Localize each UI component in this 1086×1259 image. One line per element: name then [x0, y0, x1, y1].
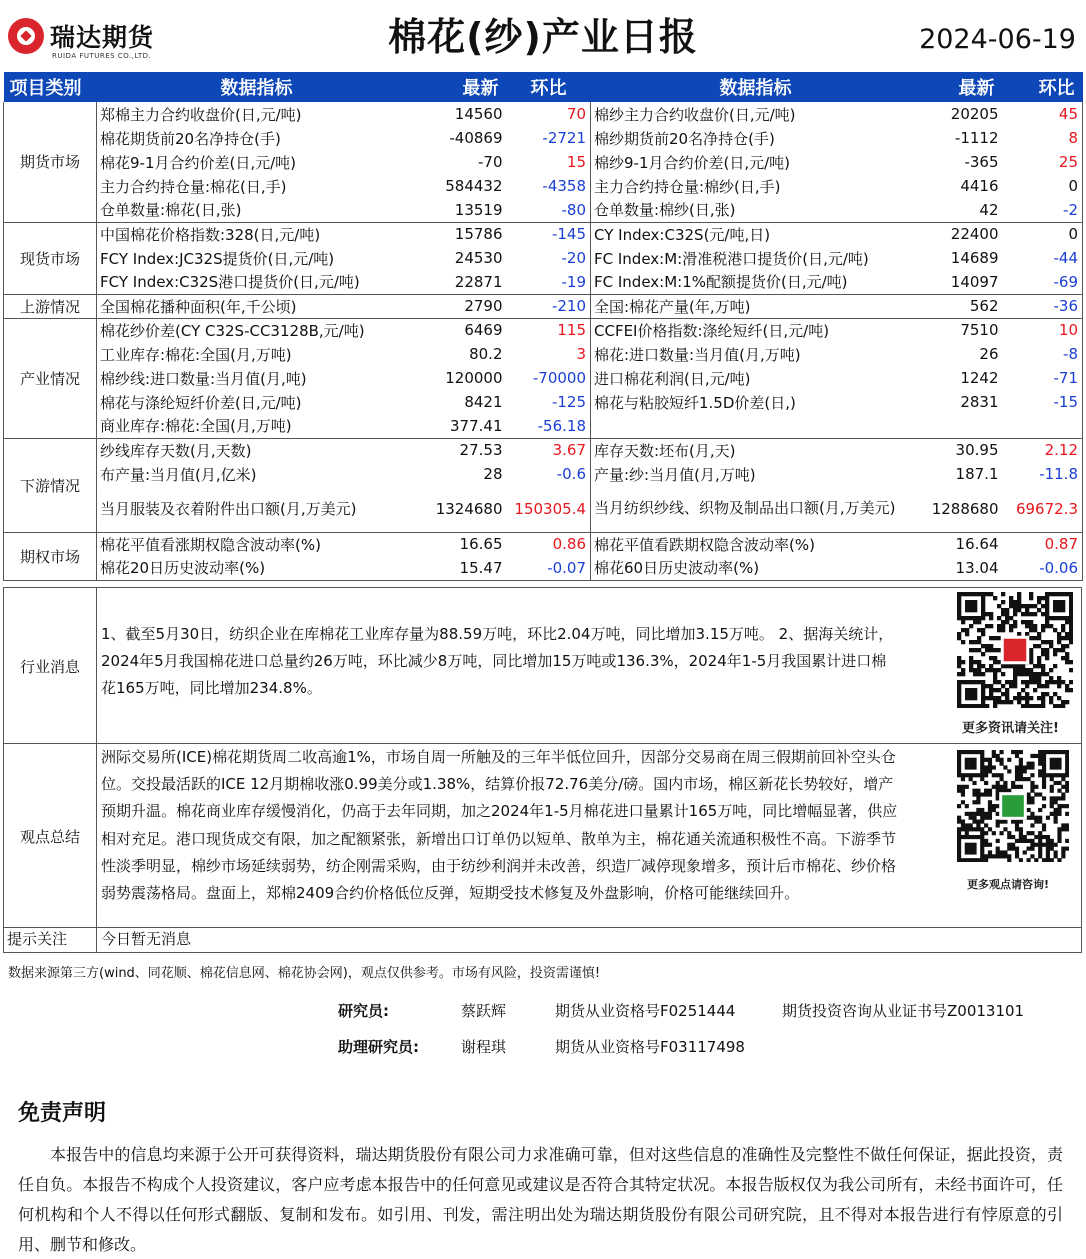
logo-english-name: RUIDA FUTURES CO.,LTD. [52, 52, 152, 60]
news-category: 行业消息 [4, 588, 97, 744]
indicator-name: 商业库存:棉花:全国(月,万吨) [97, 414, 417, 438]
change-value: -125 [507, 390, 591, 414]
change-value: 0 [1003, 174, 1083, 198]
table-row [4, 198, 1083, 222]
indicator-name: 库存天数:坯布(月,天) [591, 438, 921, 462]
latest-value: 7510 [960, 321, 999, 340]
table-row [4, 390, 1083, 414]
latest-value: 13.04 [921, 556, 1003, 580]
latest-value: -70 [478, 153, 503, 171]
indicator-name: 棉花20日历史波动率(%) [97, 556, 417, 580]
latest-value: 4416 [960, 177, 999, 195]
latest-value: 16.64 [955, 535, 999, 554]
report-title: 棉花(纱)产业日报 [388, 15, 698, 59]
indicator-name: 棉花60日历史波动率(%) [591, 556, 921, 580]
indicator-name: FCY Index:JC32S提货价(日,元/吨) [100, 249, 335, 268]
report-date: 2024-06-19 [919, 24, 1076, 55]
latest-value: 1324680 [417, 486, 507, 532]
latest-value: 20205 [950, 105, 999, 123]
latest-value: 2790 [417, 294, 507, 318]
latest-value: 1288680 [921, 486, 1003, 532]
change-value: -11.8 [1003, 462, 1083, 486]
indicator-name: 仓单数量:棉花(日,张) [97, 198, 417, 222]
table-row [4, 342, 1083, 366]
view-text: 洲际交易所(ICE)棉花期货周二收高逾1%，市场自周一所触及的三年半低位回升，因部分交易商在周三假期前回补空头仓位。交投最活跃的ICE 12月期棉收涨0.99美分或1.38%，结算价报72.76美分/磅。国内市场，棉区新花长势较好，增产预期升温。棉花商业库存缓慢消化，仍高于去年同期，加之2024年1-5月棉花进口量累计165万吨，同比增幅显著，供应相对充足。港口现货成交有限，加之配额紧张，新增出口订单仍以短单、散单为主，棉花通关流通积极性不高。下游季节性淡季明显，棉纱市场延续弱势，纺企刚需采购，由于纺纱利润并未改善，织造厂减停现象增多，预计后市棉花、纱价格弱势震荡格局。盘面上，郑棉2409合约价格低位反弹，短期受技术修复及外盘影响，价格可能继续回升。 [101, 748, 898, 903]
change-value: 15 [507, 150, 591, 174]
table-row [4, 556, 1083, 580]
category-cell: 现货市场 [4, 222, 97, 294]
tip-category: 提示关注 [4, 927, 97, 952]
table-row [4, 532, 1083, 556]
latest-value: 28 [483, 465, 503, 483]
table-row [4, 318, 1083, 342]
indicator-name: 棉花期货前20名净持仓(手) [100, 129, 281, 148]
change-value: -4358 [507, 174, 591, 198]
researcher-label: 研究员: [338, 1002, 389, 1020]
report-header [0, 0, 1086, 68]
latest-value: 187.1 [955, 465, 999, 483]
table-row [4, 462, 1083, 486]
change-value: 2.12 [1003, 438, 1083, 462]
header-latest-2: 最新 [921, 72, 1003, 102]
change-value: 0.86 [507, 532, 591, 556]
table-row [4, 102, 1083, 126]
change-value: 45 [1003, 102, 1083, 126]
header-indicator-2: 数据指标 [591, 72, 921, 102]
indicator-name: 中国棉花价格指数:328(日,元/吨) [100, 225, 321, 244]
assistant-cert: 期货从业资格号F03117498 [555, 1038, 745, 1056]
latest-value: 13519 [417, 198, 507, 222]
latest-value: 22400 [950, 225, 999, 244]
change-value: -2 [1003, 198, 1083, 222]
latest-value: 22871 [417, 270, 507, 294]
indicator-name: 郑棉主力合约收盘价(日,元/吨) [100, 105, 302, 124]
indicator-name: 主力合约持仓量:棉纱(日,手) [591, 174, 921, 198]
latest-value: -365 [964, 153, 999, 171]
header-change-2: 环比 [1003, 72, 1083, 102]
change-value: -2721 [507, 126, 591, 150]
disclaimer-text: 本报告中的信息均来源于公开可获得资料，瑞达期货股份有限公司力求准确可靠，但对这些信息的准确性及完整性不做任何保证，据此投资，责任自负。本报告不构成个人投资建议，客户应考虑本报告中的任何意见或建议是否符合其特定状况。本报告版权仅为我公司所有，未经书面许可，任何机构和个人不得以任何形式翻版、复制和发布。如引用、刊发，需注明出处为瑞达期货股份有限公司研究院，且不得对本报告进行有悖原意的引用、删节和修改。 [18, 1145, 1063, 1254]
logo-chinese-name: 瑞达期货 [50, 23, 155, 52]
change-value: 0 [1003, 222, 1083, 246]
researcher-name: 蔡跃辉 [461, 1002, 507, 1020]
view-category: 观点总结 [4, 744, 97, 928]
latest-value: -1112 [954, 129, 999, 147]
change-value: 10 [1003, 318, 1083, 342]
news-qr-caption: 更多资讯请关注! [962, 721, 1059, 736]
table-row [4, 150, 1083, 174]
header-indicator: 数据指标 [97, 72, 417, 102]
change-value: -70000 [507, 366, 591, 390]
indicator-name: FC Index:M:滑准税港口提货价(日,元/吨) [591, 246, 921, 270]
researcher-cert: 期货从业资格号F0251444 [555, 1002, 736, 1020]
table-row [4, 270, 1083, 294]
qr-code-icon [957, 750, 1069, 862]
change-value: 3.67 [507, 438, 591, 462]
category-cell: 期权市场 [4, 532, 97, 580]
indicator-name: 全国:棉花产量(年,万吨) [591, 294, 921, 318]
latest-value: 562 [921, 294, 1003, 318]
researcher-cert-2: 期货投资咨询从业证书号Z0013101 [782, 1002, 1025, 1020]
latest-value: 30.95 [955, 441, 999, 460]
table-row [4, 246, 1083, 270]
change-value: -145 [507, 222, 591, 246]
latest-value: 80.2 [469, 345, 503, 363]
table-row [4, 126, 1083, 150]
indicator-name: 纱线库存天数(月,天数) [100, 441, 252, 460]
change-value: 115 [507, 318, 591, 342]
header-latest: 最新 [417, 72, 507, 102]
latest-value: 14097 [921, 270, 1003, 294]
latest-value: -40869 [449, 129, 503, 147]
indicator-name: 棉纱期货前20名净持仓(手) [591, 126, 921, 150]
latest-value: 8421 [464, 393, 503, 411]
latest-value [921, 414, 1003, 438]
indicator-name: 进口棉花利润(日,元/吨) [591, 366, 921, 390]
change-value: -210 [507, 294, 591, 318]
header-category: 项目类别 [4, 72, 97, 102]
latest-value: 120000 [445, 369, 503, 387]
news-text: 1、截至5月30日，纺织企业在库棉花工业库存量为88.59万吨，环比2.04万吨，同比增加3.15万吨。 2、据海关统计，2024年5月我国棉花进口总量约26万吨，环比减少8万吨，同比增加15万吨或136.3%，2024年1-5月我国累计进口棉花165万吨，同比增加234.8%。 [101, 625, 894, 697]
latest-value: 14560 [454, 105, 503, 123]
table-row [4, 174, 1083, 198]
view-qr-caption: 更多观点请咨询! [967, 878, 1050, 891]
table-row [4, 366, 1083, 390]
data-table [3, 72, 1083, 581]
indicator-name: 棉花平值看跌期权隐含波动率(%) [591, 532, 921, 556]
latest-value: 15.47 [417, 556, 507, 580]
assistant-label: 助理研究员: [338, 1038, 419, 1056]
indicator-name: FC Index:M:1%配额提货价(日,元/吨) [591, 270, 921, 294]
latest-value: 377.41 [417, 414, 507, 438]
indicator-name: 棉纱9-1月合约价差(日,元/吨) [591, 150, 921, 174]
change-value: -0.07 [507, 556, 591, 580]
assistant-name: 谢程琪 [461, 1038, 507, 1056]
indicator-name: 棉花9-1月合约价差(日,元/吨) [100, 153, 297, 172]
indicator-name: 主力合约持仓量:棉花(日,手) [100, 177, 287, 196]
change-value: -69 [1003, 270, 1083, 294]
indicator-name: 棉花与粘胶短纤1.5D价差(日,) [591, 390, 921, 414]
change-value: 25 [1003, 150, 1083, 174]
change-value: -8 [1003, 342, 1083, 366]
qr-code-icon [957, 592, 1073, 708]
latest-value: 24530 [454, 249, 503, 267]
change-value: -56.18 [507, 414, 591, 438]
change-value: -80 [507, 198, 591, 222]
tip-text: 今日暂无消息 [101, 930, 192, 948]
change-value: -71 [1003, 366, 1083, 390]
indicator-name: 产量:纱:当月值(月,万吨) [591, 462, 921, 486]
disclaimer-title: 免责声明 [18, 1101, 107, 1126]
indicator-name: 棉花平值看涨期权隐含波动率(%) [100, 535, 321, 554]
indicator-name: 当月服装及衣着附件出口额(月,万美元) [97, 486, 417, 532]
table-row [4, 414, 1083, 438]
indicator-name: 棉纱线:进口数量:当月值(月,吨) [100, 369, 307, 388]
indicator-name: 工业库存:棉花:全国(月,万吨) [100, 345, 292, 364]
latest-value: 26 [979, 345, 999, 363]
data-source-note: 数据来源第三方(wind、同花顺、棉花信息网、棉花协会网)，观点仅供参考。市场有风险，投资需谨慎! [8, 966, 601, 981]
indicator-name: 布产量:当月值(月,亿米) [100, 465, 257, 484]
table-row [4, 486, 1083, 532]
change-value: 3 [507, 342, 591, 366]
indicator-name: 棉纱主力合约收盘价(日,元/吨) [591, 102, 921, 126]
indicator-name: 全国棉花播种面积(年,千公顷) [97, 294, 417, 318]
tip-section [3, 927, 1082, 953]
change-value: -20 [507, 246, 591, 270]
indicator-name: 棉花与涤纶短纤价差(日,元/吨) [100, 393, 302, 412]
latest-value: 42 [921, 198, 1003, 222]
change-value: 0.87 [1003, 532, 1083, 556]
header-change: 环比 [507, 72, 591, 102]
latest-value: 1242 [960, 369, 999, 387]
latest-value: 15786 [454, 225, 503, 244]
category-cell: 期货市场 [4, 102, 97, 222]
indicator-name: 当月纺织纱线、织物及制品出口额(月,万美元) [591, 486, 921, 532]
latest-value: 6469 [464, 321, 503, 340]
change-value: -44 [1003, 246, 1083, 270]
viewpoint-section [3, 743, 1082, 928]
category-cell: 产业情况 [4, 318, 97, 438]
latest-value: 16.65 [459, 535, 503, 554]
change-value: -0.6 [507, 462, 591, 486]
latest-value: 14689 [950, 249, 999, 267]
change-value: -0.06 [1003, 556, 1083, 580]
change-value: 69672.3 [1003, 486, 1083, 532]
change-value: -15 [1003, 390, 1083, 414]
latest-value: 27.53 [459, 441, 503, 460]
latest-value: 2831 [960, 393, 999, 411]
table-header-row [4, 72, 1083, 102]
category-cell: 下游情况 [4, 438, 97, 532]
indicator-name: CCFEI价格指数:涤纶短纤(日,元/吨) [591, 318, 921, 342]
change-value: -19 [507, 270, 591, 294]
indicator-name: FCY Index:C32S港口提货价(日,元/吨) [97, 270, 417, 294]
indicator-name: 棉花纱价差(CY C32S-CC3128B,元/吨) [100, 321, 365, 340]
table-row [4, 222, 1083, 246]
change-value: 150305.4 [507, 486, 591, 532]
latest-value: 584432 [445, 177, 503, 195]
indicator-name: CY Index:C32S(元/吨,日) [591, 222, 921, 246]
industry-news-section [3, 587, 1082, 744]
change-value [1003, 414, 1083, 438]
change-value: 70 [507, 102, 591, 126]
indicator-name: 棉花:进口数量:当月值(月,万吨) [591, 342, 921, 366]
indicator-name [591, 414, 921, 438]
table-row [4, 294, 1083, 318]
change-value: 8 [1003, 126, 1083, 150]
indicator-name: 仓单数量:棉纱(日,张) [591, 198, 921, 222]
table-row [4, 438, 1083, 462]
change-value: -36 [1003, 294, 1083, 318]
category-cell: 上游情况 [4, 294, 97, 318]
